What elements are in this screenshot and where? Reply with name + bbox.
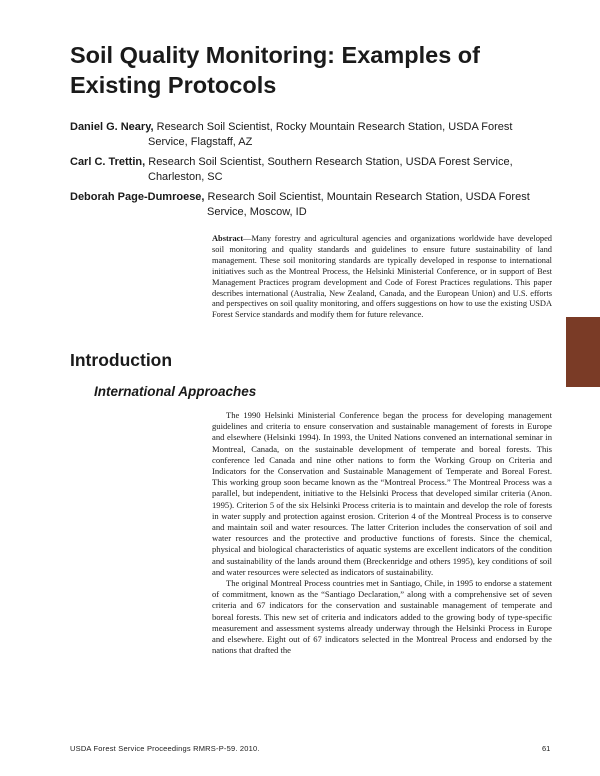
- section-heading-introduction: Introduction: [70, 350, 173, 370]
- author-entry: [70, 120, 540, 150]
- section-tab-marker: [566, 317, 600, 387]
- paper-title: Soil Quality Monitoring: Examples of Existing Protocols: [70, 42, 480, 98]
- footer-citation: USDA Forest Service Proceedings RMRS-P-59. 2010.: [70, 744, 260, 753]
- abstract: [212, 234, 552, 321]
- author-entry: [70, 190, 540, 220]
- author-entry: [70, 155, 540, 185]
- author-name: Carl C. Trettin,: [70, 156, 146, 168]
- author-name: Daniel G. Neary,: [70, 121, 154, 133]
- page-number: 61: [542, 744, 551, 753]
- author-affiliation-location: Charleston, SC: [148, 171, 223, 183]
- author-affiliation: Research Soil Scientist, Southern Research Station, USDA Forest Service,: [148, 156, 513, 168]
- body-paragraph: The 1990 Helsinki Ministerial Conference began the process for developing management guidelines and criteria to ensure conservation and sustainable management of forests in Europe and elsewhere (Helsinki 1994). In 1993, the United Nations convened an international seminar in Montreal, Canada, on the sustainable development of temperate and boreal forests. This conference led Canada and nine other nations to form the Working Group on Criteria and Indicators for the Conservation and Sustainable Management of Temperate and Boreal Forest. This working group soon became known as the “Montreal Process.” The Montreal Process was a parallel, but independent, initiative to the Helsinki Process that developed similar criteria (Anon. 1995). Criterion 5 of the six Helsinki Process criteria is to maintain and develop the role of forests in water supply and protection against erosion. Criterion 4 of the Montreal Process is to conserve and maintain soil and water resources. The latter Criterion includes the conservation of soil and water resources and the protective and productive functions of forests. Since the chemical, physical and biological characteristics of aquatic systems are excellent indicators of the condition and sustainability of the lands around them (Breckenridge and others 1995), key conditions of soil and water resources were selected as indicators of sustainability.: [212, 410, 552, 577]
- author-affiliation-location: Service, Moscow, ID: [207, 206, 307, 218]
- body-text: [212, 410, 552, 656]
- author-affiliation: Research Soil Scientist, Mountain Research Station, USDA Forest: [207, 191, 530, 203]
- author-list: [70, 120, 540, 225]
- author-name: Deborah Page-Dumroese,: [70, 191, 205, 203]
- author-affiliation-location: Service, Flagstaff, AZ: [148, 136, 253, 148]
- abstract-label: Abstract: [212, 234, 244, 243]
- body-paragraph: The original Montreal Process countries met in Santiago, Chile, in 1995 to endorse a statement of commitment, known as the “Santiago Declaration,” along with a comprehensive set of seven criteria and 67 indicators for the conservation and sustainable management of temperate and boreal forests. This new set of criteria and indicators added to the growing body of type-specific measurement and assessment systems already underway through the Helsinki Process in Europe and elsewhere. Eight out of 67 indicators selected in the Montreal Process and endorsed by the nations that drafted the: [212, 578, 553, 656]
- abstract-text: —Many forestry and agricultural agencies and organizations worldwide have developed soil monitoring and quality standards and guidelines to ensure future sustainability of land management. These soil monitoring standards are typically developed in response to international initiatives such as the Montreal Process, the Helsinki Ministerial Conference, or in support of Best Management Practices program development and Code of Forest Practices regulations. This paper describes international (Australia, New Zealand, Canada, and the European Union) and U.S. efforts and perspectives on soil quality monitoring, and offers suggestions on how to use the existing USDA Forest Service standards and modify them for future relevance.: [212, 234, 552, 320]
- subsection-heading-international: International Approaches: [94, 384, 257, 399]
- author-affiliation: Research Soil Scientist, Rocky Mountain Research Station, USDA Forest: [156, 121, 513, 133]
